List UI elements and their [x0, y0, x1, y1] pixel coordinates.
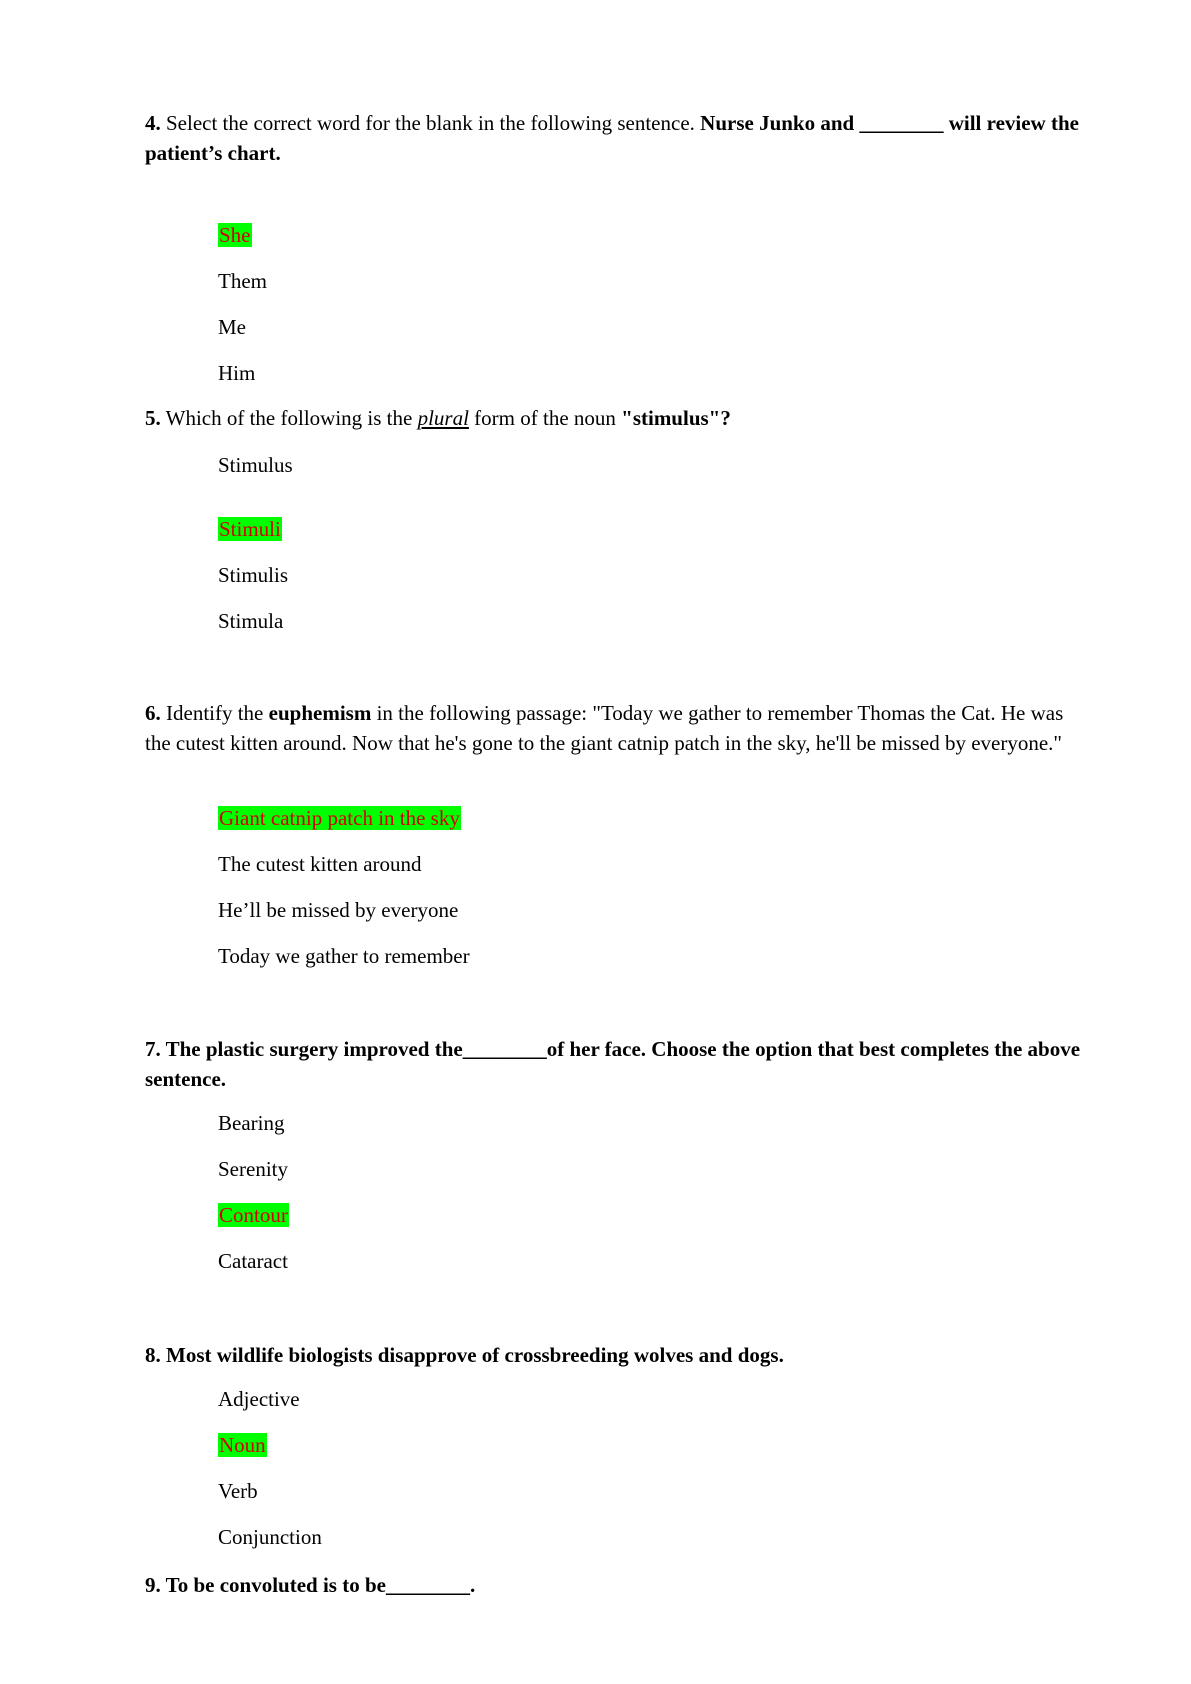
option-q4-b[interactable] [218, 268, 267, 294]
option-q7-b[interactable] [218, 1156, 288, 1182]
question-8 [145, 1340, 1085, 1370]
correct-answer-highlight: She [219, 223, 251, 247]
correct-answer-highlight: Noun [219, 1433, 266, 1457]
question-bold-text: The plastic surgery improved the________of her face. Choose the option that best completes the above sentence. [145, 1037, 1081, 1091]
option-label: Conjunction [218, 1525, 322, 1549]
question-bold-text: euphemism [268, 701, 372, 725]
option-label: The cutest kitten around [218, 852, 422, 876]
question-number: 5. [145, 406, 161, 430]
question-number: 8. [145, 1343, 161, 1367]
question-7 [145, 1034, 1085, 1094]
question-text-2: form of the noun [468, 406, 622, 430]
question-text: Identify the [160, 701, 269, 725]
option-q6-b[interactable] [218, 851, 422, 877]
option-q5-b[interactable] [218, 516, 282, 542]
option-q7-c[interactable] [218, 1202, 289, 1228]
option-q7-a[interactable] [218, 1110, 284, 1136]
question-underlined-word: plural [417, 406, 469, 430]
option-q8-b[interactable] [218, 1432, 267, 1458]
question-text-2: in the following passage: "Today we gather to remember Thomas the Cat. He was the cutest kitten around. Now that he's gone to the giant catnip patch in the sky, he'll be missed by everyone." [145, 701, 1064, 755]
option-label: Adjective [218, 1387, 300, 1411]
correct-answer-highlight: Stimuli [219, 517, 281, 541]
option-label: Stimulus [218, 453, 293, 477]
question-number: 9. [145, 1573, 161, 1597]
question-6 [145, 698, 1085, 758]
question-number: 6. [145, 701, 161, 725]
option-q8-c[interactable] [218, 1478, 258, 1504]
option-q4-d[interactable] [218, 360, 255, 386]
option-label: Stimula [218, 609, 284, 633]
option-label: Serenity [218, 1157, 288, 1181]
option-q5-c[interactable] [218, 562, 288, 588]
option-q7-d[interactable] [218, 1248, 288, 1274]
question-text: Which of the following is the [160, 406, 418, 430]
option-q4-a[interactable] [218, 222, 252, 248]
option-label: Bearing [218, 1111, 285, 1135]
question-number: 7. [145, 1037, 161, 1061]
correct-answer-highlight: Contour [219, 1203, 288, 1227]
option-label: Cataract [218, 1249, 288, 1273]
option-label: Me [218, 315, 246, 339]
question-bold-text: Most wildlife biologists disapprove of crossbreeding wolves and dogs. [160, 1343, 784, 1367]
option-q5-d[interactable] [218, 608, 283, 634]
option-label: Today we gather to remember [218, 944, 470, 968]
option-q5-a[interactable] [218, 452, 293, 478]
option-q8-a[interactable] [218, 1386, 300, 1412]
option-label: Them [218, 269, 267, 293]
question-number: 4. [145, 111, 161, 135]
question-9 [145, 1570, 1085, 1600]
question-bold-text: Nurse Junko and ________ will review the patient’s chart. [145, 111, 1079, 165]
option-q4-c[interactable] [218, 314, 246, 340]
option-label: Verb [218, 1479, 258, 1503]
option-label: He’ll be missed by everyone [218, 898, 459, 922]
question-5 [145, 403, 1085, 433]
question-bold-text: To be convoluted is to be________. [160, 1573, 476, 1597]
question-bold-text: "stimulus"? [621, 406, 731, 430]
option-q6-c[interactable] [218, 897, 458, 923]
option-q6-a[interactable] [218, 805, 461, 831]
option-label: Him [218, 361, 256, 385]
correct-answer-highlight: Giant catnip patch in the sky [219, 806, 460, 830]
option-q6-d[interactable] [218, 943, 470, 969]
question-4 [145, 108, 1085, 168]
option-label: Stimulis [218, 563, 289, 587]
option-q8-d[interactable] [218, 1524, 322, 1550]
question-text: Select the correct word for the blank in the following sentence. [160, 111, 701, 135]
